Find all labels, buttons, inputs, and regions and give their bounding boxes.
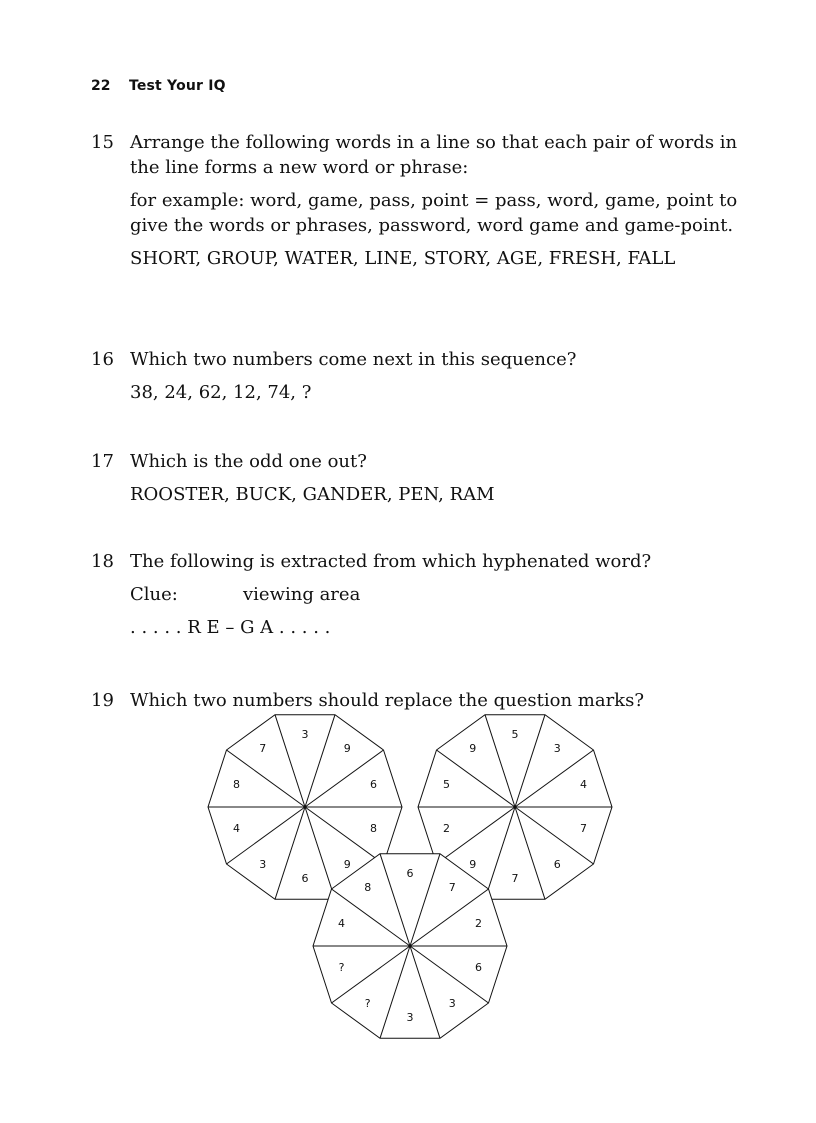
decagon-segment-value: 5 xyxy=(443,777,450,791)
decagon-segment-value: 3 xyxy=(259,858,267,872)
question-number: 18 xyxy=(91,551,114,572)
question-sequence: 38, 24, 62, 12, 74, ? xyxy=(130,382,312,403)
decagon-segment-value: 3 xyxy=(301,728,309,741)
decagon-3 xyxy=(313,854,507,1039)
question-text: Which two numbers come next in this sequence? xyxy=(130,349,577,370)
question-number: 19 xyxy=(91,690,114,711)
decagon-segment-value: 6 xyxy=(406,867,414,880)
decagon-segment-value: ? xyxy=(338,961,345,975)
question-text: Which is the odd one out? xyxy=(130,451,367,472)
decagon-segment-value: 7 xyxy=(580,822,587,836)
question-example: for example: word, game, pass, point = pass, word, game, point to give the words or phrases, password, word game and game-point. xyxy=(130,190,738,236)
question-number: 17 xyxy=(91,451,114,472)
decagon-segment-value: 3 xyxy=(406,1011,414,1024)
decagon-segment-value: 9 xyxy=(343,858,351,872)
decagon-segment-value: 6 xyxy=(553,858,561,872)
decagon-segment-value: 2 xyxy=(443,822,450,836)
decagon-segment-value: 9 xyxy=(469,741,477,755)
clue-text: viewing area xyxy=(243,584,361,605)
question-text: Which two numbers should replace the question marks? xyxy=(130,690,644,711)
decagon-segment-value: ? xyxy=(364,997,371,1011)
decagon-segment-value: 7 xyxy=(448,880,456,894)
decagon-segment-value: 8 xyxy=(233,777,240,791)
decagon-segment-value: 7 xyxy=(511,872,519,885)
decagon-segment-value: 4 xyxy=(580,777,587,791)
decagon-segment-value: 8 xyxy=(364,880,372,894)
question-words: SHORT, GROUP, WATER, LINE, STORY, AGE, FRESH, FALL xyxy=(130,248,676,269)
question-options: ROOSTER, BUCK, GANDER, PEN, RAM xyxy=(130,484,495,505)
page-number: 22 xyxy=(91,78,111,94)
decagon-segment-value: 7 xyxy=(259,741,267,755)
decagon-segment-value: 3 xyxy=(448,997,456,1011)
decagon-segment-value: 9 xyxy=(469,858,477,872)
decagon-segment-value: 6 xyxy=(475,961,482,975)
word-pattern: . . . . . R E – G A . . . . . xyxy=(130,617,331,638)
decagon-segment-value: 8 xyxy=(370,822,377,836)
decagon-segment-value: 6 xyxy=(370,777,377,791)
decagon-segment-value: 6 xyxy=(301,872,309,885)
decagon-segment-value: 2 xyxy=(475,916,482,930)
decagon-segment-value: 3 xyxy=(553,741,561,755)
decagon-segment-value: 4 xyxy=(233,822,240,836)
question-text: Arrange the following words in a line so that each pair of words in the line forms a new word or phrase: xyxy=(130,132,738,178)
decagon-segment-value: 4 xyxy=(338,916,345,930)
question-text: The following is extracted from which hyphenated word? xyxy=(130,551,652,572)
decagon-segment-value: 9 xyxy=(343,741,351,755)
running-title: Test Your IQ xyxy=(128,78,226,94)
question-number: 15 xyxy=(91,132,114,153)
clue-label: Clue: xyxy=(130,584,178,605)
question-number: 16 xyxy=(91,349,114,370)
decagon-segment-value: 5 xyxy=(511,728,519,741)
